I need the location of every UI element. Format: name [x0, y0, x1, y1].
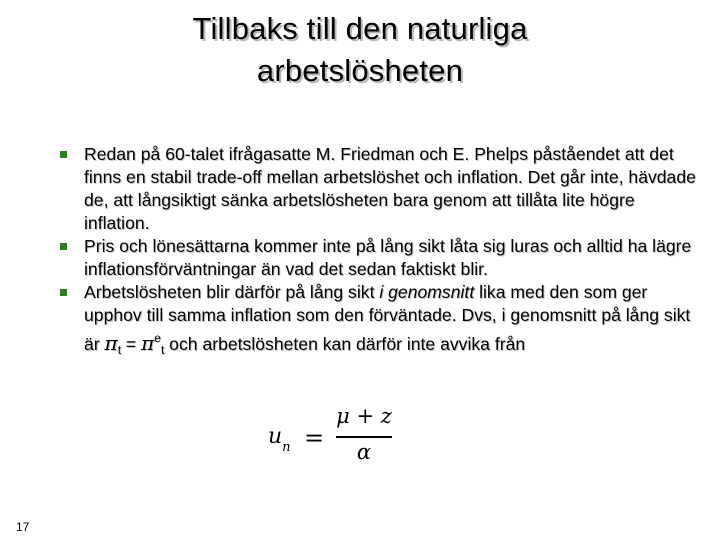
expected-superscript: e	[154, 331, 161, 345]
formula-n-subscript: n	[282, 440, 291, 455]
title-line-2: arbetslösheten	[256, 53, 464, 88]
bullet-text-3-italic: i genomsnitt	[379, 282, 475, 302]
bullet-text-3c: och arbetslösheten kan därför inte avvika från	[164, 334, 526, 354]
formula-numerator: μ + z	[336, 404, 392, 428]
inflation-subscript: t	[117, 343, 122, 357]
bullet-text-1: Redan på 60-talet ifrågasatte M. Friedman och E. Phelps påståendet att det finns en stabil trade-off mellan arbetslöshet och inflation. Det går inte, hävdade de, att långsiktigt sänka arbetslösheten bara genom att tillåta lite högre inflation.	[84, 144, 696, 233]
natural-unemployment-formula	[268, 404, 408, 468]
formula-denominator: α	[356, 440, 372, 464]
bullet-text-2: Pris och lönesättarna kommer inte på lång sikt låta sig luras och alltid ha lägre inflationsförväntningar än vad det sedan faktiskt blir.	[84, 236, 692, 279]
formula-u: u	[268, 424, 283, 449]
title-line-1: Tillbaks till den naturliga	[192, 11, 528, 46]
expected-inflation-symbol: π	[141, 331, 155, 355]
expected-subscript: t	[160, 343, 165, 357]
bullet-square-icon	[60, 289, 67, 296]
bullet-item-1	[56, 143, 696, 235]
bullet-square-icon	[60, 243, 67, 250]
bullet-text-3b: lika med den som ger upphov till samma inflation som den förväntade. Dvs, i genomsnitt på lång sikt är	[84, 282, 691, 354]
inflation-symbol: π	[104, 331, 118, 355]
inline-equals: =	[121, 334, 142, 354]
slide-title	[0, 8, 720, 92]
formula-lhs	[268, 424, 291, 455]
bullet-text-3a: Arbetslösheten blir därför på lång sikt	[84, 282, 380, 302]
bullet-item-3	[56, 281, 696, 362]
slide-number: 17	[16, 520, 30, 534]
bullet-square-icon	[60, 151, 67, 158]
formula-equals: =	[304, 424, 325, 452]
bullet-list	[56, 143, 696, 362]
fraction-bar	[336, 436, 392, 438]
bullet-text-3	[84, 282, 691, 357]
bullet-item-2	[56, 235, 696, 281]
